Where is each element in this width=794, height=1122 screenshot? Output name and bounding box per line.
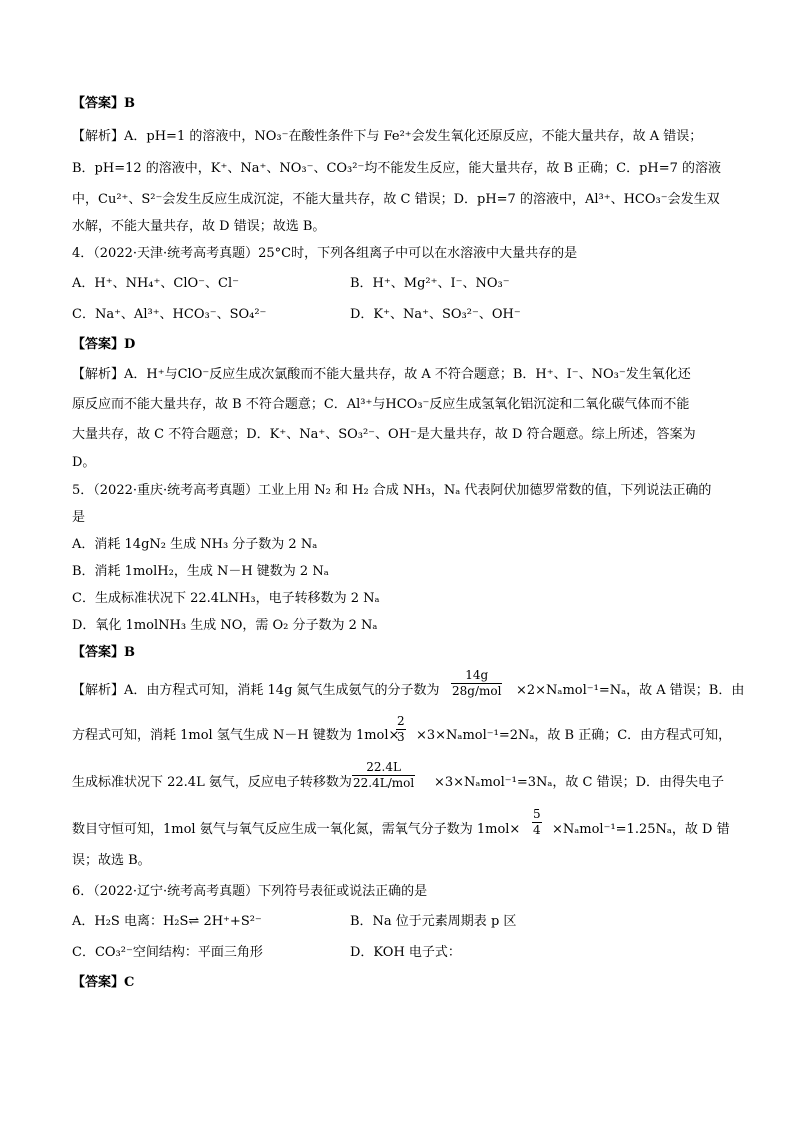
q6-answer: 【答案】C [72, 975, 135, 990]
q6-option-b: B．Na 位于元素周期表 p 区 [350, 914, 517, 929]
fraction-numerator: 22.4L [366, 760, 401, 774]
q6-stem: 6．（2022·辽宁·统考高考真题）下列符号表征或说法正确的是 [72, 884, 428, 899]
q5-analysis-line-1-text: 【解析】A．由方程式可知，消耗 14g 氮气生成氨气的分子数为 [72, 683, 440, 698]
q5-fraction-4 [532, 807, 542, 838]
q5-option-d: D．氧化 1molNH₃ 生成 NO，需 O₂ 分子数为 2 Nₐ [72, 618, 378, 633]
fraction-denominator: 4 [533, 823, 541, 837]
q5-answer: 【答案】B [72, 645, 135, 660]
q5-option-c: C．生成标准状况下 22.4LNH₃，电子转移数为 2 Nₐ [72, 591, 380, 606]
q5-analysis-line-5: 误；故选 B。 [72, 853, 151, 868]
q4-analysis-line-2: 原反应而不能大量共存，故 B 不符合题意；C．Al³⁺与HCO₃⁻反应生成氢氧化铝沉淀和二氧化碳气体而不能 [72, 397, 690, 412]
q3-analysis-line-4: 水解，不能大量共存，故 D 错误；故选 B。 [72, 219, 326, 234]
q4-analysis-line-4: D。 [72, 455, 96, 470]
q3-analysis-line-3: 中，Cu²⁺、S²⁻会发生反应生成沉淀，不能大量共存，故 C 错误；D．pH=7 的溶液中，Al³⁺、HCO₃⁻会发生双 [72, 192, 720, 207]
q5-analysis-line-2-text: 方程式可知，消耗 1mol 氢气生成 N－H 键数为 1mol× [72, 728, 400, 743]
q5-analysis-line-4-text: 数目守恒可知，1mol 氨气与氧气反应生成一氧化氮，需氧气分子数为 1mol× [72, 822, 521, 837]
fraction-denominator: 3 [397, 730, 405, 744]
q6-option-a: A．H₂S 电离：H₂S⇌ 2H⁺+S²⁻ [72, 914, 262, 929]
fraction-numerator: 14g [465, 668, 489, 682]
q5-option-a: A．消耗 14gN₂ 生成 NH₃ 分子数为 2 Nₐ [72, 537, 318, 552]
q4-option-b: B．H⁺、Mg²⁺、I⁻、NO₃⁻ [350, 276, 510, 291]
q3-analysis-line-1: 【解析】A．pH=1 的溶液中，NO₃⁻在酸性条件下与 Fe²⁺会发生氧化还原反应，不能大量共存，故 A 错误； [72, 129, 703, 144]
q5-fraction-2 [396, 714, 406, 745]
fraction-numerator: 2 [397, 714, 405, 728]
q4-analysis-line-3: 大量共存，故 C 不符合题意；D．K⁺、Na⁺、SO₃²⁻、OH⁻是大量共存，故 D 符合题意。综上所述，答案为 [72, 427, 696, 442]
q3-analysis-line-2: B．pH=12 的溶液中，K⁺、Na⁺、NO₃⁻、CO₃²⁻均不能发生反应，能大量共存，故 B 正确；C．pH=7 的溶液 [72, 161, 722, 176]
q4-option-c: C．Na⁺、Al³⁺、HCO₃⁻、SO₄²⁻ [72, 307, 267, 322]
q5-fraction-3 [352, 760, 415, 791]
q5-stem-line-2: 是 [72, 510, 86, 525]
q4-analysis-line-1: 【解析】A．H⁺与ClO⁻反应生成次氯酸而不能大量共存，故 A 不符合题意；B．H⁺、I⁻、NO₃⁻发生氧化还 [72, 367, 691, 382]
q4-option-a: A．H⁺、NH₄⁺、ClO⁻、Cl⁻ [72, 276, 239, 291]
fraction-denominator: 22.4L/mol [353, 776, 415, 790]
q5-stem-line-1: 5．（2022·重庆·统考高考真题）工业上用 N₂ 和 H₂ 合成 NH₃，Nₐ 代表阿伏加德罗常数的值，下列说法正确的 [72, 483, 712, 498]
q6-option-c: C．CO₃²⁻空间结构：平面三角形 [72, 945, 263, 960]
q5-fraction-1 [451, 668, 502, 699]
q5-analysis-line-2-tail: ×3×Nₐmol⁻¹=2Nₐ，故 B 正确；C．由方程式可知， [416, 728, 732, 743]
q5-option-b: B．消耗 1molH₂，生成 N－H 键数为 2 Nₐ [72, 564, 329, 579]
fraction-numerator: 5 [533, 807, 541, 821]
q5-analysis-line-1-tail: ×2×Nₐmol⁻¹=Nₐ，故 A 错误；B．由 [516, 683, 745, 698]
q4-answer: 【答案】D [72, 337, 136, 352]
q5-analysis-line-4-tail: ×Nₐmol⁻¹=1.25Nₐ，故 D 错 [552, 822, 730, 837]
q4-option-d: D．K⁺、Na⁺、SO₃²⁻、OH⁻ [350, 307, 521, 322]
q5-analysis-line-3-tail: ×3×Nₐmol⁻¹=3Nₐ，故 C 错误；D．由得失电子 [434, 775, 725, 790]
q5-analysis-line-3-text: 生成标准状况下 22.4L 氨气，反应电子转移数为 [72, 775, 352, 790]
q3-answer: 【答案】B [72, 96, 135, 111]
q4-stem: 4．（2022·天津·统考高考真题）25°C时，下列各组离子中可以在水溶液中大量共存的是 [72, 246, 578, 261]
q6-option-d: D．KOH 电子式： [350, 945, 461, 960]
fraction-denominator: 28g/mol [452, 684, 502, 698]
